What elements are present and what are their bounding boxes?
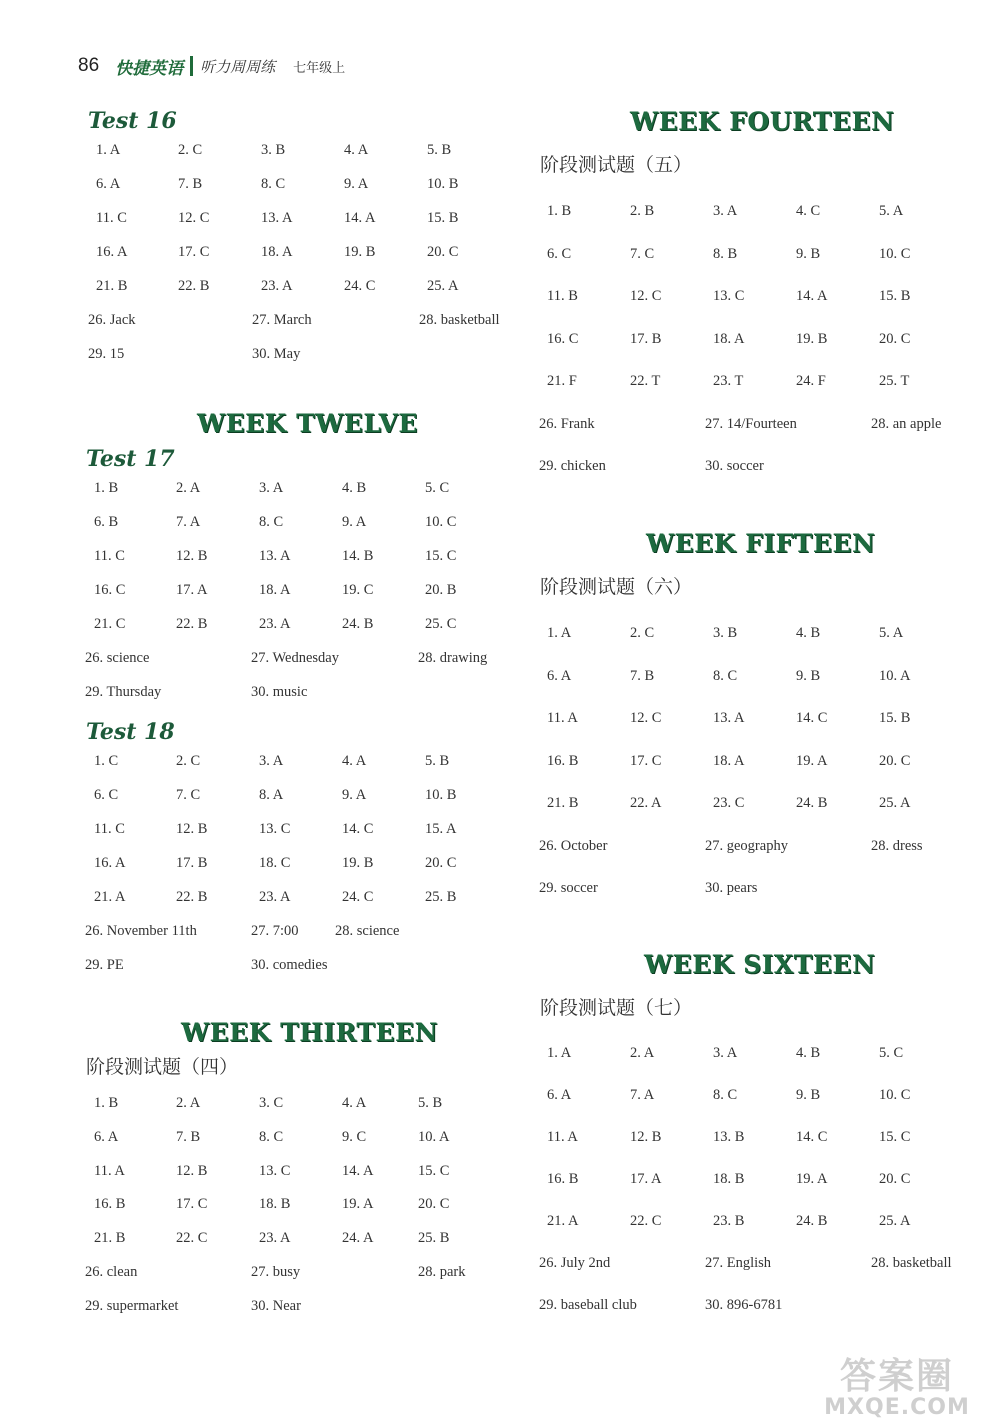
fill-in-answer: 27. March	[252, 312, 312, 328]
choice-answer: 24. B	[796, 795, 828, 811]
fill-in-answer: 27. geography	[705, 838, 788, 854]
choice-answer: 14. C	[342, 821, 374, 837]
choice-answer: 5. B	[425, 753, 450, 769]
choice-answer: 21. A	[94, 889, 126, 905]
choice-answer: 8. C	[261, 176, 286, 192]
choice-answer: 22. C	[176, 1230, 208, 1246]
grade-label: 七年级上	[293, 60, 346, 76]
choice-answer: 16. A	[94, 855, 126, 871]
choice-answer: 12. C	[630, 288, 662, 304]
week-heading: WEEK TWELVE	[197, 409, 418, 438]
choice-answer: 13. A	[261, 210, 293, 226]
choice-answer: 12. B	[630, 1129, 662, 1145]
choice-answer: 14. A	[796, 288, 828, 304]
choice-answer: 22. T	[630, 373, 661, 389]
choice-answer: 10. B	[425, 787, 457, 803]
fill-in-answer: 28. basketball	[419, 312, 500, 328]
choice-answer: 23. A	[259, 889, 291, 905]
fill-in-answer: 27. 14/Fourteen	[705, 416, 797, 432]
choice-answer: 22. B	[178, 278, 210, 294]
fill-in-answer: 30. soccer	[705, 458, 764, 474]
choice-answer: 17. C	[178, 244, 210, 260]
choice-answer: 8. C	[713, 668, 738, 684]
choice-answer: 10. A	[879, 668, 911, 684]
choice-answer: 21. C	[94, 616, 126, 632]
choice-answer: 8. B	[713, 246, 738, 262]
choice-answer: 5. C	[879, 1045, 904, 1061]
fill-in-answer: 28. an apple	[871, 416, 942, 432]
choice-answer: 10. C	[425, 514, 457, 530]
fill-in-answer: 28. dress	[871, 838, 923, 854]
choice-answer: 19. A	[796, 1171, 828, 1187]
choice-answer: 18. A	[713, 753, 745, 769]
fill-in-answer: 27. 7:00	[251, 923, 299, 939]
choice-answer: 12. B	[176, 821, 208, 837]
week-heading: WEEK FOURTEEN	[630, 107, 895, 136]
choice-answer: 18. B	[713, 1171, 745, 1187]
choice-answer: 17. B	[176, 855, 208, 871]
choice-answer: 9. B	[796, 246, 821, 262]
choice-answer: 23. A	[261, 278, 293, 294]
choice-answer: 6. A	[547, 1087, 572, 1103]
choice-answer: 24. F	[796, 373, 826, 389]
choice-answer: 4. A	[342, 753, 367, 769]
choice-answer: 20. B	[425, 582, 457, 598]
fill-in-answer: 29. PE	[85, 957, 124, 973]
fill-in-answer: 29. baseball club	[539, 1297, 637, 1313]
choice-answer: 21. B	[94, 1230, 126, 1246]
choice-answer: 14. B	[342, 548, 374, 564]
choice-answer: 8. C	[713, 1087, 738, 1103]
fill-in-answer: 28. science	[335, 923, 400, 939]
choice-answer: 9. B	[796, 1087, 821, 1103]
fill-in-answer: 28. park	[418, 1264, 466, 1280]
choice-answer: 24. B	[342, 616, 374, 632]
choice-answer: 22. A	[630, 795, 662, 811]
brand-logo-text: 快捷英语	[115, 58, 184, 79]
choice-answer: 1. C	[94, 753, 119, 769]
choice-answer: 5. B	[427, 142, 452, 158]
choice-answer: 12. B	[176, 1163, 208, 1179]
choice-answer: 13. B	[713, 1129, 745, 1145]
choice-answer: 9. A	[344, 176, 369, 192]
choice-answer: 11. C	[94, 821, 125, 837]
choice-answer: 24. A	[342, 1230, 374, 1246]
choice-answer: 1. B	[94, 1095, 119, 1111]
choice-answer: 23. A	[259, 616, 291, 632]
choice-answer: 19. B	[344, 244, 376, 260]
choice-answer: 18. A	[261, 244, 293, 260]
choice-answer: 14. A	[342, 1163, 374, 1179]
choice-answer: 14. C	[796, 1129, 828, 1145]
choice-answer: 16. B	[94, 1196, 126, 1212]
choice-answer: 23. C	[713, 795, 745, 811]
fill-in-answer: 29. 15	[88, 346, 125, 362]
choice-answer: 7. C	[630, 246, 655, 262]
choice-answer: 16. B	[547, 1171, 579, 1187]
choice-answer: 25. T	[879, 373, 910, 389]
choice-answer: 16. C	[547, 331, 579, 347]
choice-answer: 12. C	[630, 710, 662, 726]
fill-in-answer: 28. basketball	[871, 1255, 952, 1271]
choice-answer: 8. A	[259, 787, 284, 803]
choice-answer: 24. C	[342, 889, 374, 905]
choice-answer: 7. B	[178, 176, 203, 192]
choice-answer: 6. A	[94, 1129, 119, 1145]
fill-in-answer: 27. busy	[251, 1264, 301, 1280]
choice-answer: 12. B	[176, 548, 208, 564]
choice-answer: 10. C	[879, 246, 911, 262]
choice-answer: 18. B	[259, 1196, 291, 1212]
fill-in-answer: 27. Wednesday	[251, 650, 339, 666]
choice-answer: 7. A	[630, 1087, 655, 1103]
choice-answer: 19. A	[342, 1196, 374, 1212]
choice-answer: 25. B	[425, 889, 457, 905]
choice-answer: 17. B	[630, 331, 662, 347]
choice-answer: 16. B	[547, 753, 579, 769]
choice-answer: 5. C	[425, 480, 450, 496]
choice-answer: 8. C	[259, 514, 284, 530]
choice-answer: 25. A	[427, 278, 459, 294]
choice-answer: 10. B	[427, 176, 459, 192]
choice-answer: 17. A	[630, 1171, 662, 1187]
choice-answer: 1. B	[547, 203, 572, 219]
choice-answer: 11. A	[547, 710, 578, 726]
fill-in-answer: 26. October	[539, 838, 608, 854]
choice-answer: 22. B	[176, 616, 208, 632]
choice-answer: 25. A	[879, 1213, 911, 1229]
choice-answer: 20. C	[879, 1171, 911, 1187]
choice-answer: 9. A	[342, 787, 367, 803]
test-heading: Test 16	[88, 108, 177, 134]
choice-answer: 9. A	[342, 514, 367, 530]
fill-in-answer: 26. clean	[85, 1264, 138, 1280]
choice-answer: 25. B	[418, 1230, 450, 1246]
fill-in-answer: 30. May	[252, 346, 301, 362]
choice-answer: 11. C	[96, 210, 127, 226]
choice-answer: 20. C	[425, 855, 457, 871]
choice-answer: 20. C	[879, 331, 911, 347]
fill-in-answer: 30. comedies	[251, 957, 328, 973]
choice-answer: 1. A	[547, 1045, 572, 1061]
choice-answer: 17. A	[176, 582, 208, 598]
watermark	[812, 1356, 982, 1420]
page-header	[78, 52, 345, 80]
choice-answer: 17. C	[630, 753, 662, 769]
choice-answer: 6. C	[547, 246, 572, 262]
choice-answer: 11. C	[94, 548, 125, 564]
test-heading: Test 18	[86, 719, 175, 745]
choice-answer: 15. C	[418, 1163, 450, 1179]
fill-in-answer: 29. Thursday	[85, 684, 162, 700]
choice-answer: 4. B	[796, 1045, 821, 1061]
choice-answer: 3. A	[713, 203, 738, 219]
choice-answer: 4. B	[342, 480, 367, 496]
choice-answer: 21. B	[96, 278, 128, 294]
choice-answer: 21. F	[547, 373, 577, 389]
choice-answer: 14. C	[796, 710, 828, 726]
choice-answer: 15. B	[879, 710, 911, 726]
choice-answer: 15. C	[879, 1129, 911, 1145]
choice-answer: 8. C	[259, 1129, 284, 1145]
choice-answer: 10. C	[879, 1087, 911, 1103]
choice-answer: 3. A	[259, 753, 284, 769]
stage-test-heading: 阶段测试题（七）	[540, 997, 693, 1019]
choice-answer: 16. C	[94, 582, 126, 598]
test-heading: Test 17	[86, 446, 175, 472]
choice-answer: 18. C	[259, 855, 291, 871]
choice-answer: 23. A	[259, 1230, 291, 1246]
choice-answer: 2. A	[630, 1045, 655, 1061]
fill-in-answer: 29. chicken	[539, 458, 606, 474]
choice-answer: 2. B	[630, 203, 655, 219]
choice-answer: 2. C	[176, 753, 201, 769]
fill-in-answer: 30. music	[251, 684, 308, 700]
choice-answer: 11. A	[94, 1163, 125, 1179]
watermark-en: MXQE.COM	[824, 1395, 970, 1420]
choice-answer: 2. A	[176, 1095, 201, 1111]
stage-test-heading: 阶段测试题（四）	[86, 1056, 239, 1078]
choice-answer: 4. A	[344, 142, 369, 158]
choice-answer: 13. A	[259, 548, 291, 564]
choice-answer: 1. B	[94, 480, 119, 496]
choice-answer: 22. C	[630, 1213, 662, 1229]
choice-answer: 12. C	[178, 210, 210, 226]
choice-answer: 3. C	[259, 1095, 284, 1111]
choice-answer: 6. C	[94, 787, 119, 803]
fill-in-answer: 26. July 2nd	[539, 1255, 611, 1271]
choice-answer: 18. A	[259, 582, 291, 598]
choice-answer: 19. B	[796, 331, 828, 347]
choice-answer: 2. C	[630, 625, 655, 641]
choice-answer: 24. C	[344, 278, 376, 294]
choice-answer: 9. C	[342, 1129, 367, 1145]
choice-answer: 2. A	[176, 480, 201, 496]
choice-answer: 5. A	[879, 625, 904, 641]
choice-answer: 7. C	[176, 787, 201, 803]
choice-answer: 5. B	[418, 1095, 443, 1111]
week-heading: WEEK FIFTEEN	[646, 529, 876, 558]
fill-in-answer: 30. 896-6781	[705, 1297, 783, 1313]
choice-answer: 3. B	[261, 142, 286, 158]
choice-answer: 10. A	[418, 1129, 450, 1145]
header-divider	[190, 56, 193, 76]
choice-answer: 6. A	[96, 176, 121, 192]
choice-answer: 11. A	[547, 1129, 578, 1145]
choice-answer: 21. B	[547, 795, 579, 811]
choice-answer: 14. A	[344, 210, 376, 226]
choice-answer: 23. T	[713, 373, 744, 389]
choice-answer: 20. C	[879, 753, 911, 769]
choice-answer: 4. C	[796, 203, 821, 219]
choice-answer: 6. A	[547, 668, 572, 684]
stage-test-heading: 阶段测试题（六）	[540, 576, 693, 598]
choice-answer: 17. C	[176, 1196, 208, 1212]
fill-in-answer: 26. November 11th	[85, 923, 197, 939]
choice-answer: 13. C	[259, 821, 291, 837]
choice-answer: 18. A	[713, 331, 745, 347]
stage-test-heading: 阶段测试题（五）	[540, 154, 693, 176]
choice-answer: 15. B	[427, 210, 459, 226]
choice-answer: 19. C	[342, 582, 374, 598]
choice-answer: 6. B	[94, 514, 119, 530]
choice-answer: 20. C	[427, 244, 459, 260]
choice-answer: 7. B	[176, 1129, 201, 1145]
fill-in-answer: 29. soccer	[539, 880, 598, 896]
watermark-cn: 答案圈	[839, 1356, 954, 1397]
choice-answer: 5. A	[879, 203, 904, 219]
fill-in-answer: 27. English	[705, 1255, 772, 1271]
choice-answer: 13. A	[713, 710, 745, 726]
choice-answer: 15. C	[425, 548, 457, 564]
fill-in-answer: 26. Jack	[88, 312, 136, 328]
choice-answer: 21. A	[547, 1213, 579, 1229]
choice-answer: 16. A	[96, 244, 128, 260]
choice-answer: 15. B	[879, 288, 911, 304]
choice-answer: 4. A	[342, 1095, 367, 1111]
choice-answer: 13. C	[713, 288, 745, 304]
choice-answer: 25. C	[425, 616, 457, 632]
series-title: 听力周周练	[200, 57, 276, 76]
choice-answer: 13. C	[259, 1163, 291, 1179]
choice-answer: 2. C	[178, 142, 203, 158]
week-heading: WEEK THIRTEEN	[181, 1018, 438, 1047]
choice-answer: 1. A	[96, 142, 121, 158]
choice-answer: 7. B	[630, 668, 655, 684]
choice-answer: 9. B	[796, 668, 821, 684]
choice-answer: 15. A	[425, 821, 457, 837]
choice-answer: 23. B	[713, 1213, 745, 1229]
fill-in-answer: 28. drawing	[418, 650, 488, 666]
choice-answer: 3. B	[713, 625, 738, 641]
fill-in-answer: 30. pears	[705, 880, 758, 896]
choice-answer: 7. A	[176, 514, 201, 530]
choice-answer: 25. A	[879, 795, 911, 811]
choice-answer: 22. B	[176, 889, 208, 905]
fill-in-answer: 26. science	[85, 650, 150, 666]
choice-answer: 24. B	[796, 1213, 828, 1229]
choice-answer: 19. A	[796, 753, 828, 769]
choice-answer: 3. A	[259, 480, 284, 496]
choice-answer: 1. A	[547, 625, 572, 641]
fill-in-answer: 26. Frank	[539, 416, 595, 432]
choice-answer: 20. C	[418, 1196, 450, 1212]
choice-answer: 19. B	[342, 855, 374, 871]
week-heading: WEEK SIXTEEN	[644, 950, 876, 979]
choice-answer: 11. B	[547, 288, 578, 304]
page-number: 86	[78, 55, 100, 76]
choice-answer: 3. A	[713, 1045, 738, 1061]
fill-in-answer: 29. supermarket	[85, 1298, 179, 1314]
choice-answer: 4. B	[796, 625, 821, 641]
fill-in-answer: 30. Near	[251, 1298, 301, 1314]
